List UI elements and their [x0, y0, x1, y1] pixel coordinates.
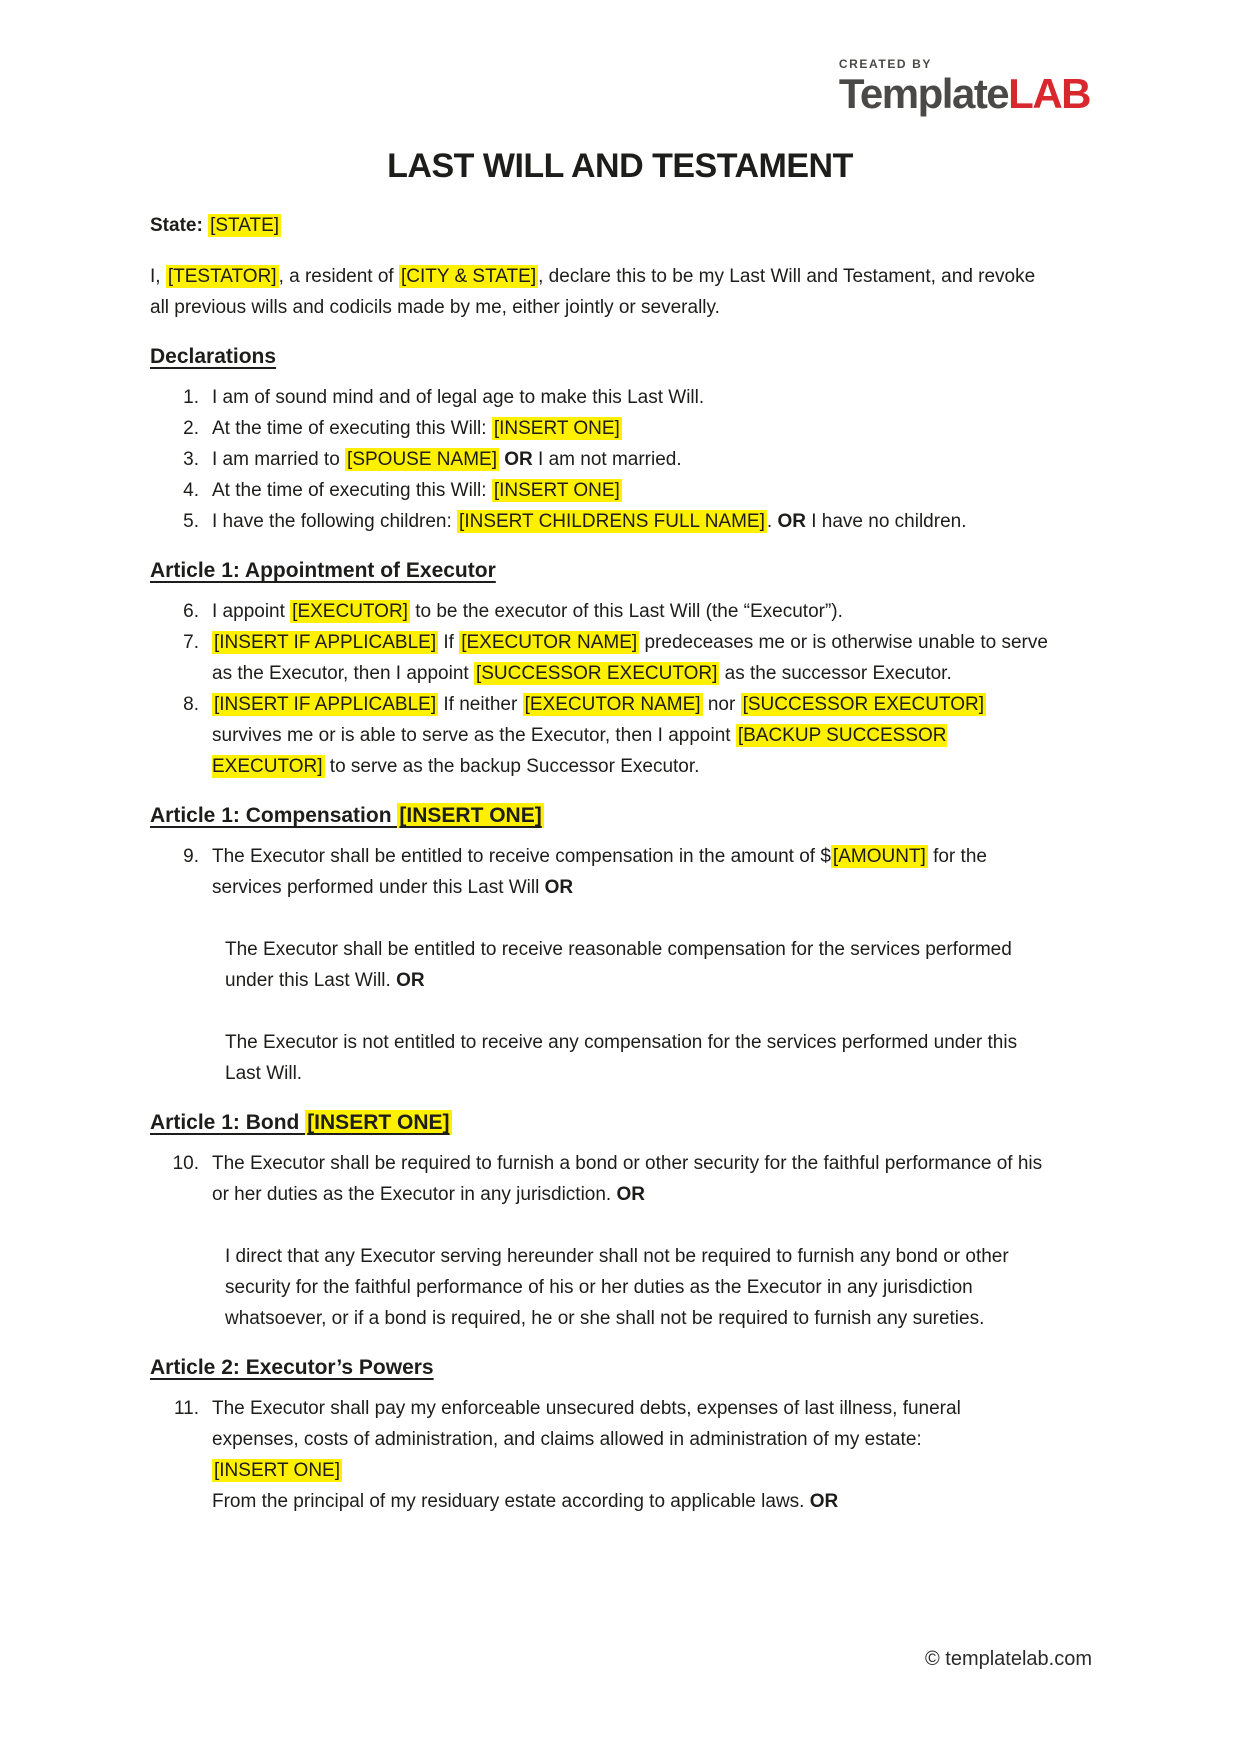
highlighted-placeholder: [TESTATOR]	[167, 266, 277, 287]
list-item-text	[212, 689, 1050, 782]
text-run: At the time of executing this Will:	[212, 480, 492, 501]
text-run: Article 2: Executor’s Powers	[150, 1356, 434, 1379]
highlighted-placeholder: [SUCCESSOR EXECUTOR]	[742, 694, 985, 715]
text-run: If neither	[438, 694, 523, 715]
list-item-number: 3.	[183, 449, 199, 470]
list-item-text	[212, 627, 1050, 689]
logo-brand-template: Template	[838, 70, 1009, 117]
list-item-text	[212, 382, 1050, 413]
text-run: , a resident of	[278, 266, 399, 287]
page-title: LAST WILL AND TESTAMENT	[387, 147, 853, 185]
bond-alternative	[150, 1241, 1050, 1334]
highlighted-placeholder: [INSERT IF APPLICABLE]	[214, 632, 437, 653]
list-item-text	[212, 596, 1050, 627]
highlighted-placeholder: [AMOUNT]	[832, 846, 926, 867]
highlighted-placeholder: [EXECUTOR]	[292, 601, 408, 622]
bold-text-run: OR	[616, 1184, 645, 1205]
highlighted-placeholder: [INSERT IF APPLICABLE]	[214, 694, 437, 715]
list-item-text	[212, 1148, 1050, 1210]
bold-text-run: OR	[544, 877, 574, 898]
highlighted-placeholder: [INSERT ONE]	[399, 804, 542, 827]
list-item	[150, 1393, 1050, 1517]
list-item-number: 2.	[183, 418, 199, 439]
text-run: predeceases me or is otherwise unable to serve as the Executor, then I appoint	[212, 632, 1048, 684]
list-item-text	[212, 1393, 1050, 1517]
highlighted-placeholder: [INSERT ONE]	[214, 1460, 340, 1481]
list-item-number: 10.	[172, 1153, 199, 1174]
highlighted-placeholder: [INSERT ONE]	[493, 418, 620, 439]
bold-text-run: OR	[809, 1491, 839, 1512]
intro-paragraph	[150, 261, 1050, 323]
highlighted-placeholder: [BACKUP SUCCESSOR EXECUTOR]	[212, 725, 947, 777]
bold-text-run: OR	[777, 511, 806, 532]
list-item	[150, 413, 1050, 444]
text-run: I have no children.	[805, 511, 967, 532]
highlighted-placeholder: [CITY & STATE]	[400, 266, 537, 287]
highlighted-placeholder: [EXECUTOR NAME]	[461, 632, 638, 653]
list-item-number: 8.	[183, 694, 199, 715]
logo-wordmark	[838, 70, 1090, 117]
text-run: I have the following children:	[212, 511, 458, 532]
text-run: nor	[702, 694, 741, 715]
appointment-list	[150, 596, 1050, 782]
highlighted-placeholder: [INSERT CHILDRENS FULL NAME]	[459, 511, 765, 532]
highlighted-placeholder: [STATE]	[210, 215, 280, 236]
list-item-number: 9.	[183, 846, 199, 867]
list-item	[150, 1148, 1050, 1210]
highlighted-placeholder: [SPOUSE NAME]	[347, 449, 497, 470]
list-item-number: 1.	[183, 387, 199, 408]
compensation-alternative-2	[150, 1027, 1050, 1089]
list-item-text	[212, 444, 1050, 475]
text-run: .	[766, 511, 778, 532]
list-item-text	[212, 413, 1050, 444]
text-run: survives me or is able to serve as the Executor, then I appoint	[212, 725, 736, 746]
text-run: for the services performed under this Last Will	[212, 846, 987, 898]
article1-compensation-heading	[150, 800, 1050, 831]
footer-copyright: © templatelab.com	[924, 1648, 1092, 1670]
article1-appointment-heading	[150, 555, 1050, 586]
text-run: The Executor shall pay my enforceable unsecured debts, expenses of last illness, funeral expenses, costs of administration, and claims allowed in administration of my estate:	[212, 1398, 961, 1450]
bold-text-run: OR	[396, 970, 425, 991]
bold-text-run: State:	[150, 215, 209, 236]
text-run: The Executor shall be entitled to receive reasonable compensation for the services performed under this Last Will.	[225, 939, 1012, 991]
list-item	[150, 475, 1050, 506]
list-item-number: 6.	[183, 601, 199, 622]
text-run: If	[438, 632, 460, 653]
state-line	[150, 210, 1050, 241]
text-run: to serve as the backup Successor Executor.	[324, 756, 700, 777]
declarations-heading	[150, 341, 1050, 372]
highlighted-placeholder: [EXECUTOR NAME]	[524, 694, 701, 715]
text-run: Declarations	[150, 345, 277, 368]
text-run: Article 1: Compensation	[150, 804, 398, 827]
templatelab-logo	[839, 58, 1090, 115]
list-item	[150, 506, 1050, 537]
text-run: I am of sound mind and of legal age to make this Last Will.	[212, 387, 705, 408]
article2-powers-heading	[150, 1352, 1050, 1383]
text-run: Article 1: Bond	[150, 1111, 306, 1134]
compensation-alternative-1	[150, 934, 1050, 996]
highlighted-placeholder: [INSERT ONE]	[493, 480, 620, 501]
logo-brand-lab: LAB	[1008, 70, 1090, 117]
list-item	[150, 689, 1050, 782]
list-item-number: 5.	[183, 511, 199, 532]
list-item	[150, 596, 1050, 627]
bold-text-run: OR	[504, 449, 533, 470]
text-run: Article 1: Appointment of Executor	[150, 559, 496, 582]
list-item-text	[212, 475, 1050, 506]
list-item	[150, 382, 1050, 413]
article1-bond-heading	[150, 1107, 1050, 1138]
powers-list	[150, 1393, 1050, 1517]
list-item-number: 7.	[183, 632, 199, 653]
list-item-number: 4.	[183, 480, 199, 501]
text-run: I,	[150, 266, 166, 287]
text-run: to be the executor of this Last Will (the “Executor”).	[409, 601, 843, 622]
text-run: I am married to	[212, 449, 346, 470]
list-item-text	[212, 506, 1050, 537]
document-body	[0, 210, 1050, 1517]
text-run: The Executor is not entitled to receive any compensation for the services performed under this Last Will.	[225, 1032, 1018, 1084]
list-item	[150, 841, 1050, 903]
highlighted-placeholder: [INSERT ONE]	[307, 1111, 450, 1134]
list-item-number: 11.	[173, 1398, 199, 1419]
text-run: I am not married.	[532, 449, 682, 470]
highlighted-placeholder: [SUCCESSOR EXECUTOR]	[475, 663, 718, 684]
text-run: The Executor shall be required to furnish a bond or other security for the faithful performance of his or her duties as the Executor in any jurisdiction.	[212, 1153, 1043, 1205]
text-run: At the time of executing this Will:	[212, 418, 492, 439]
text-run: , declare this to be my Last Will and Testament, and revoke all previous wills and codicils made by me, either jointly or severally.	[150, 266, 1036, 318]
list-item	[150, 627, 1050, 689]
text-run: From the principal of my residuary estate according to applicable laws.	[212, 1491, 810, 1512]
list-item-text	[212, 841, 1050, 903]
declarations-list	[150, 382, 1050, 537]
list-item	[150, 444, 1050, 475]
text-run: I appoint	[212, 601, 291, 622]
compensation-list	[150, 841, 1050, 903]
text-run: as the successor Executor.	[719, 663, 952, 684]
logo-created-by-label: CREATED BY	[838, 57, 933, 71]
text-run: The Executor shall be entitled to receive compensation in the amount of $	[212, 846, 831, 867]
text-run: I direct that any Executor serving hereunder shall not be required to furnish any bond or other security for the faithful performance of his or her duties as the Executor in any jurisdiction whatsoever, or if a bond is required, he or she shall not be required to furnish any sureties.	[225, 1246, 1009, 1329]
bond-list	[150, 1148, 1050, 1210]
